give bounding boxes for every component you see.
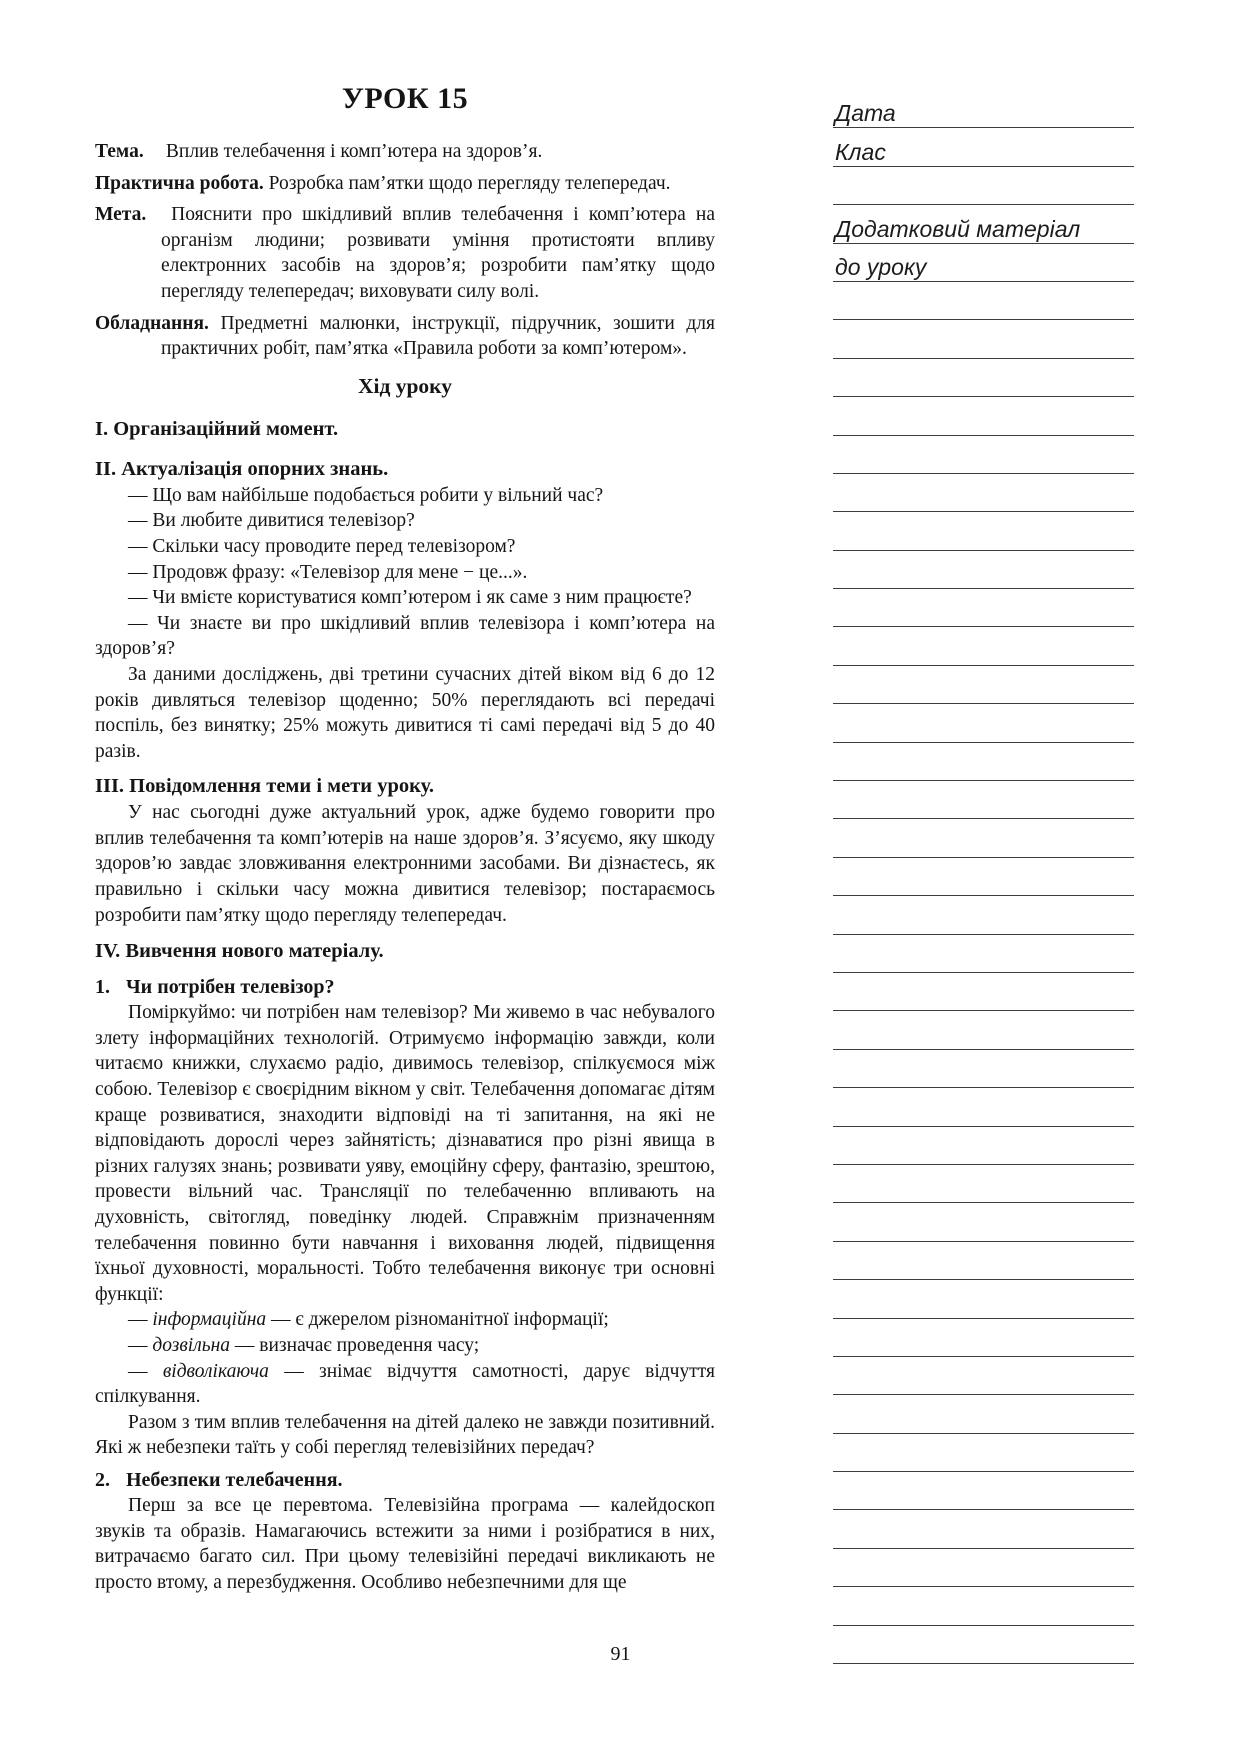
sidebar-ruled-row <box>833 244 1134 282</box>
course-flow-heading: Хід уроку <box>357 373 453 398</box>
dash: — <box>128 1309 148 1331</box>
sidebar-ruled-row <box>833 474 1134 512</box>
sidebar-ruled-row <box>833 1050 1134 1088</box>
section-3-paragraph: У нас сьогодні дуже актуальний урок, адже будемо говорити про вплив телебачення та комп’ютерів на наше здоров’я. З’ясуємо, яку шкоду здоров’ю завдає зловживання електронними засобами. Ви дізнаєтесь, як правильно і скільки часу можна дивитися телевізор; постараємось розробити пам’ятку щодо перегляду телепередач. <box>95 802 715 926</box>
function-term: дозвільна <box>152 1334 231 1356</box>
sidebar-row-label: Клас <box>835 138 886 165</box>
sidebar-ruled-row <box>833 1472 1134 1510</box>
meta-item-praktychna <box>95 171 715 197</box>
sidebar-ruled-row <box>833 1510 1134 1548</box>
sidebar-ruled-row <box>833 819 1134 857</box>
function-term: відволікаюча <box>162 1360 269 1382</box>
sidebar-ruled-row <box>833 1088 1134 1126</box>
sidebar-ruled-row <box>833 1587 1134 1625</box>
sidebar-ruled-row <box>833 1203 1134 1241</box>
sidebar-ruled-row <box>833 627 1134 665</box>
sidebar-ruled-row <box>833 205 1134 243</box>
question-line: — Що вам найбільше подобається робити у вільний час? <box>128 484 604 506</box>
meta-label: Мета. <box>95 204 147 226</box>
subsection-heading-1 <box>95 974 715 1000</box>
sidebar-ruled-row <box>833 743 1134 781</box>
meta-text: Розробка пам’ятки щодо перегляду телепередач. <box>268 172 671 194</box>
question-line: — Ви любите дивитися телевізор? <box>128 510 415 532</box>
sidebar-ruled-row <box>833 704 1134 742</box>
sidebar-ruled-row <box>833 1395 1134 1433</box>
dash: — <box>128 1360 148 1382</box>
sidebar-ruled-row <box>833 935 1134 973</box>
conclusion-paragraph: Разом з тим вплив телебачення на дітей далеко не завжди позитивний. Які ж небезпеки таїть у собі перегляд телевізійних передач? <box>95 1411 715 1459</box>
sidebar-ruled-row <box>833 1434 1134 1472</box>
sidebar-ruled-row <box>833 90 1134 128</box>
subsection-title: Чи потрібен телевізор? <box>126 976 335 999</box>
subsection-number: 1. <box>95 976 110 999</box>
sidebar-ruled-row <box>833 589 1134 627</box>
sidebar-ruled-row <box>833 320 1134 358</box>
notes-sidebar <box>833 90 1134 1664</box>
section-heading-2: II. Актуалізація опорних знань. <box>95 457 389 480</box>
sidebar-ruled-row <box>833 512 1134 550</box>
meta-item-meta <box>95 202 715 304</box>
sidebar-ruled-row <box>833 1319 1134 1357</box>
function-description: — є джерелом різноманітної інформації; <box>271 1309 609 1331</box>
sidebar-ruled-row <box>833 1357 1134 1395</box>
sidebar-ruled-row <box>833 359 1134 397</box>
question-line: — Чи знаєте ви про шкідливий вплив телевізора і комп’ютера на здоров’я? <box>95 612 715 660</box>
question-line: — Продовж фразу: «Телевізор для мене − це...». <box>128 561 528 583</box>
sidebar-ruled-row <box>833 1165 1134 1203</box>
sidebar-ruled-row <box>833 1127 1134 1165</box>
meta-text: Пояснити про шкідливий вплив телебачення і комп’ютера на організм людини; розвивати уміння протистояти впливу електронних засобів на здоров’я; розробити пам’ятку щодо перегляду телепередач; виховувати силу волі. <box>161 204 715 302</box>
function-description: — знімає відчуття самотності, дарує відчуття спілкування. <box>95 1360 715 1408</box>
lesson-title: УРОК 15 <box>341 82 469 115</box>
dash: — <box>128 1334 148 1356</box>
function-list-item <box>95 1307 715 1333</box>
sidebar-ruled-row <box>833 896 1134 934</box>
lesson-meta-block <box>95 139 715 362</box>
subsection-heading-2 <box>95 1467 715 1493</box>
question-line: — Скільки часу проводите перед телевізором? <box>128 535 516 557</box>
function-description: — визначає проведення часу; <box>234 1334 480 1356</box>
main-text-column <box>95 82 715 1595</box>
sidebar-ruled-row <box>833 551 1134 589</box>
sidebar-ruled-row <box>833 282 1134 320</box>
meta-item-tema <box>95 139 715 165</box>
meta-label: Тема. <box>95 141 144 162</box>
subsection-1-paragraph: Поміркуймо: чи потрібен нам телевізор? Ми живемо в час небувалого злету інформаційних технологій. Отримуємо інформацію завжди, коли читаємо книжки, слухаємо радіо, дивимось телевізор, спілкуємося між собою. Телевізор є своєрідним вікном у світ. Телебачення допомагає дітям краще розвиватися, знаходити відповіді на ті запитання, на які не відповідають дорослі через зайнятість; дізнаватися про різні явища в різних галузях знань; розвивати уяву, емоційну сферу, фантазію, зрештою, провести вільний час. Трансляції по телебаченню впливають на духовність, світогляд, поведінку людей. Справжнім призначенням телебачення повинно бути навчання і виховання людей, підвищення їхньої духовності, моральності. Тобто телебачення виконує три основні функції: <box>95 1002 715 1305</box>
sidebar-row-label: Дата <box>835 100 896 127</box>
sidebar-row-label: до уроку <box>835 253 927 280</box>
section-heading-4: IV. Вивчення нового матеріалу. <box>95 940 384 963</box>
section-heading-3: III. Повідомлення теми і мети уроку. <box>95 775 434 798</box>
sidebar-ruled-row <box>833 1549 1134 1587</box>
sidebar-ruled-row <box>833 128 1134 166</box>
statistics-paragraph: За даними досліджень, дві третини сучасних дітей віком від 6 до 12 років дивляться телевізор щоденно; 50% переглядають всі передачі поспіль, без винятку; 25% можуть дивитися ті самі передачі від 5 до 40 разів. <box>95 663 715 762</box>
function-list-item <box>95 1333 715 1359</box>
sidebar-ruled-row <box>833 1011 1134 1049</box>
function-list-item <box>95 1359 715 1410</box>
sidebar-ruled-row <box>833 436 1134 474</box>
sidebar-ruled-row <box>833 666 1134 704</box>
sidebar-ruled-row <box>833 858 1134 896</box>
sidebar-ruled-row <box>833 973 1134 1011</box>
subsection-title: Небезпеки телебачення. <box>126 1468 343 1491</box>
function-term: інформаційна <box>152 1309 267 1331</box>
meta-text: Предметні малюнки, інструкції, підручник, зошити для практичних робіт, пам’ятка «Правила роботи за комп’ютером». <box>161 312 716 360</box>
subsection-2-paragraph: Перш за все це перевтома. Телевізійна програма — калейдоскоп звуків та образів. Намагаючись встежити за ними і розібратися в них, витрачаємо багато сил. При цьому телевізійні передачі викликають не просто втому, а перезбудження. Особливо небезпечними для ще <box>95 1494 715 1593</box>
sidebar-ruled-row <box>833 1242 1134 1280</box>
page-number: 91 <box>610 1643 631 1665</box>
sidebar-ruled-row <box>833 397 1134 435</box>
sidebar-ruled-row <box>833 1280 1134 1318</box>
meta-item-obladnannia <box>95 311 715 362</box>
sidebar-ruled-row <box>833 167 1134 205</box>
meta-label: Обладнання. <box>95 312 209 334</box>
section-heading-1: I. Організаційний момент. <box>95 417 339 440</box>
sidebar-row-label: Додатковий матеріал <box>835 215 1081 242</box>
question-line: — Чи вмієте користуватися комп’ютером і як саме з ним працюєте? <box>128 587 692 609</box>
subsection-number: 2. <box>95 1468 110 1491</box>
meta-label: Практична робота. <box>95 172 264 194</box>
meta-text: Вплив телебачення і комп’ютера на здоров’я. <box>165 141 543 162</box>
sidebar-ruled-row <box>833 781 1134 819</box>
